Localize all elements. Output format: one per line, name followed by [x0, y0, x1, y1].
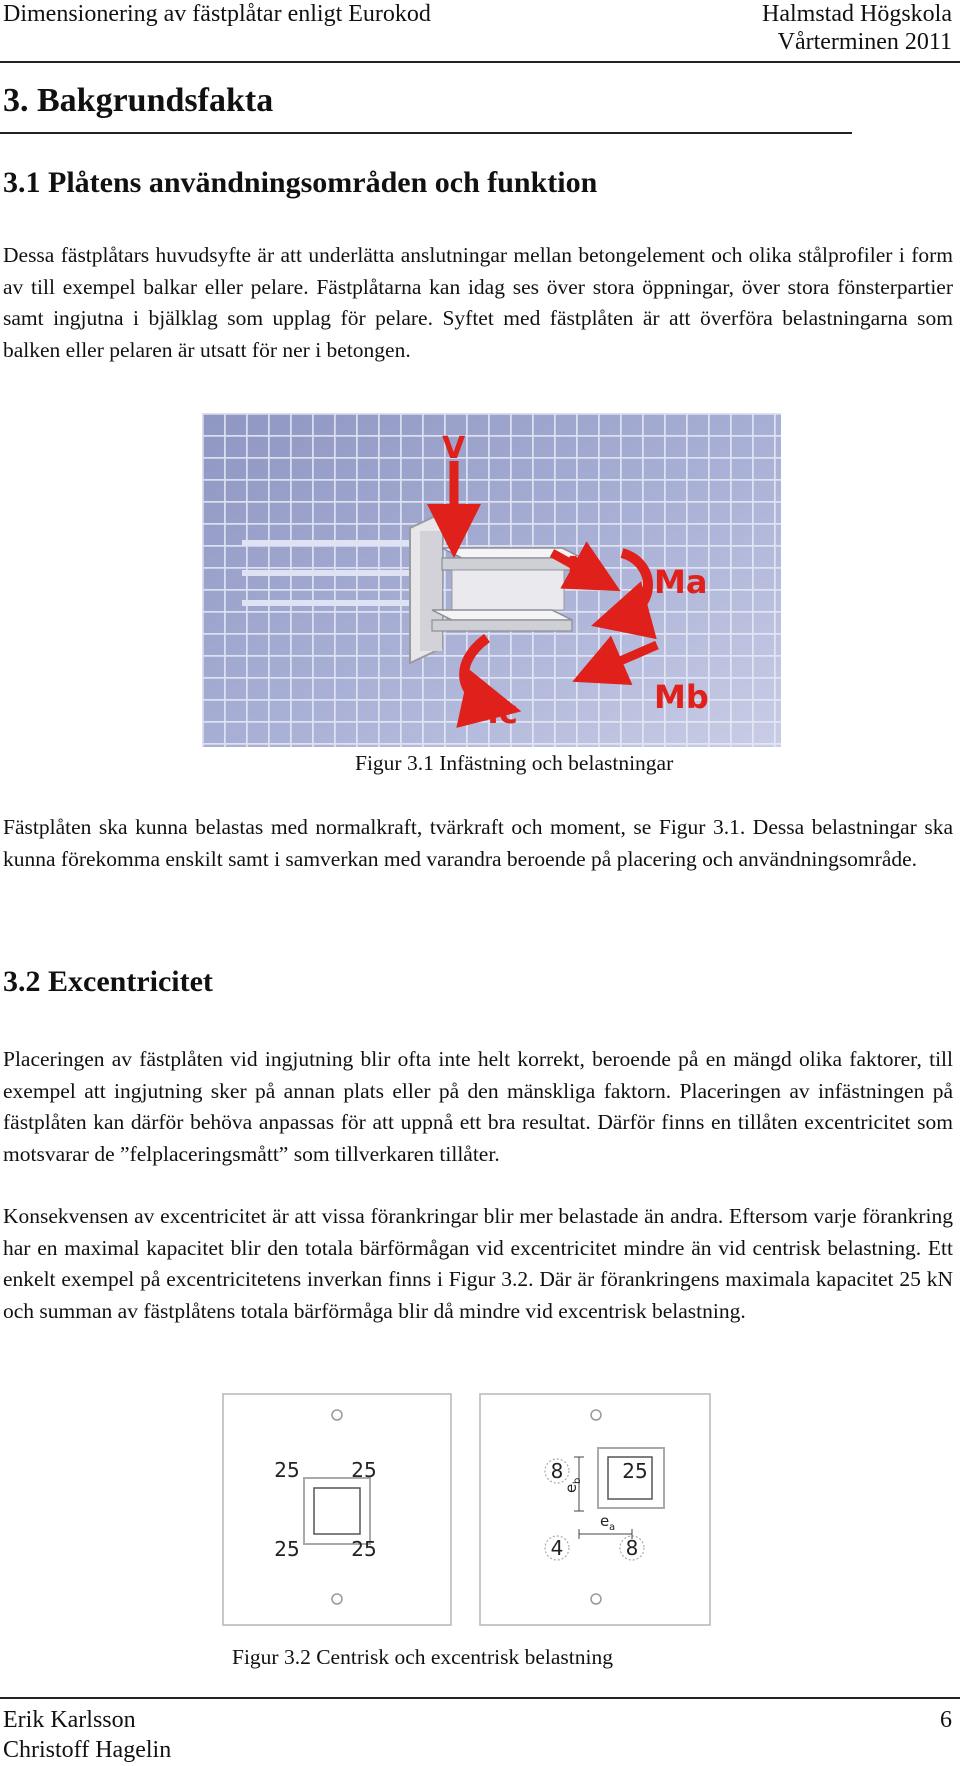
- footer-rule: [0, 1697, 960, 1699]
- figure-3-1-illustration: [202, 413, 781, 747]
- eb-letter: e: [562, 1483, 580, 1493]
- paragraph-placement: [3, 1044, 953, 1170]
- eccentric-value-top-left: 8: [550, 1459, 564, 1483]
- label-v: V: [442, 431, 466, 466]
- figure-3-2: [222, 1393, 715, 1626]
- footer-author-2: Christoff Hagelin: [3, 1737, 172, 1763]
- eccentric-value-bottom-left: 4: [550, 1536, 564, 1560]
- footer-author-1: Erik Karlsson: [3, 1707, 136, 1733]
- ea-subscript: a: [609, 1522, 616, 1533]
- label-n: N: [567, 551, 593, 586]
- eccentric-value-bottom-right: 8: [625, 1536, 639, 1560]
- paragraph-text: Placeringen av fästplåten vid ingjutning blir ofta inte helt korrekt, beroende på en mängd olika faktorer, till exempel att ingjutning sker på annan plats eller på den mänskliga faktorn. Placeringen av infästningen på fästplåten kan därför behöva anpassas för att uppnå ett bra resultat. Därför finns en tillåten excentricitet som motsvarar de ”felplaceringsmått” som tillverkaren tillåter.: [3, 1047, 953, 1166]
- paragraph-purpose: [3, 240, 953, 366]
- ea-letter: e: [600, 1512, 610, 1530]
- centric-value-top-left: 25: [274, 1458, 300, 1482]
- eb-subscript: b: [572, 1477, 583, 1484]
- subsection-title-3-1: 3.1 Plåtens användningsområden och funktion: [3, 166, 598, 199]
- centric-value-bottom-right: 25: [351, 1537, 377, 1561]
- header-term: Vårterminen 2011: [777, 29, 952, 55]
- centric-value-top-right: 25: [351, 1458, 377, 1482]
- section-rule: [0, 132, 852, 134]
- eccentric-plate: [480, 1394, 710, 1625]
- label-mc: Mc: [467, 693, 518, 731]
- paragraph-loads: [3, 812, 953, 875]
- figure-3-2-caption: Figur 3.2 Centrisk och excentrisk belastning: [232, 1645, 613, 1669]
- figure-3-2-illustration: [222, 1393, 715, 1626]
- header-institution: Halmstad Högskola: [762, 1, 952, 27]
- header-document-title: Dimensionering av fästplåtar enligt Eurokod: [3, 1, 431, 27]
- eccentric-value-top-right: 25: [622, 1459, 648, 1483]
- centric-plate: [223, 1394, 451, 1625]
- page-number: 6: [940, 1707, 952, 1733]
- paragraph-text: Fästplåten ska kunna belastas med normalkraft, tvärkraft och moment, se Figur 3.1. Dessa belastningar ska kunna förekomma enskilt samt i samverkan med varandra beroende på placering och användningsområde.: [3, 815, 953, 871]
- section-title: 3. Bakgrundsfakta: [3, 82, 274, 119]
- paragraph-consequence: [3, 1201, 953, 1327]
- header-rule: [0, 61, 960, 63]
- subsection-title-3-2: 3.2 Excentricitet: [3, 965, 213, 998]
- label-mb: Mb: [654, 678, 709, 716]
- label-ma: Ma: [654, 563, 708, 601]
- paragraph-text: Dessa fästplåtars huvudsyfte är att underlätta anslutningar mellan betongelement och olika stålprofiler i form av till exempel balkar eller pelare. Fästplåtarna kan idag ses över stora öppningar, över stora fönsterpartier samt ingjutna i bjälklag som upplag för pelare. Syftet med fästplåten är att överföra belastningarna som balken eller pelaren är utsatt för ner i betongen.: [3, 243, 953, 362]
- paragraph-text: Konsekvensen av excentricitet är att vissa förankringar blir mer belastade än andra. Eftersom varje förankring har en maximal kapacitet blir den totala bärförmågan vid excentricitet mindre än vid centrisk belastning. Ett enkelt exempel på excentricitetens inverkan finns i Figur 3.2. Där är förankringens maximala kapacitet 25 kN och summan av fästplåtens totala bärförmåga blir då mindre vid excentrisk belastning.: [3, 1204, 953, 1323]
- figure-3-1-caption: Figur 3.1 Infästning och belastningar: [355, 751, 674, 775]
- centric-value-bottom-left: 25: [274, 1537, 300, 1561]
- figure-3-1: [202, 413, 781, 747]
